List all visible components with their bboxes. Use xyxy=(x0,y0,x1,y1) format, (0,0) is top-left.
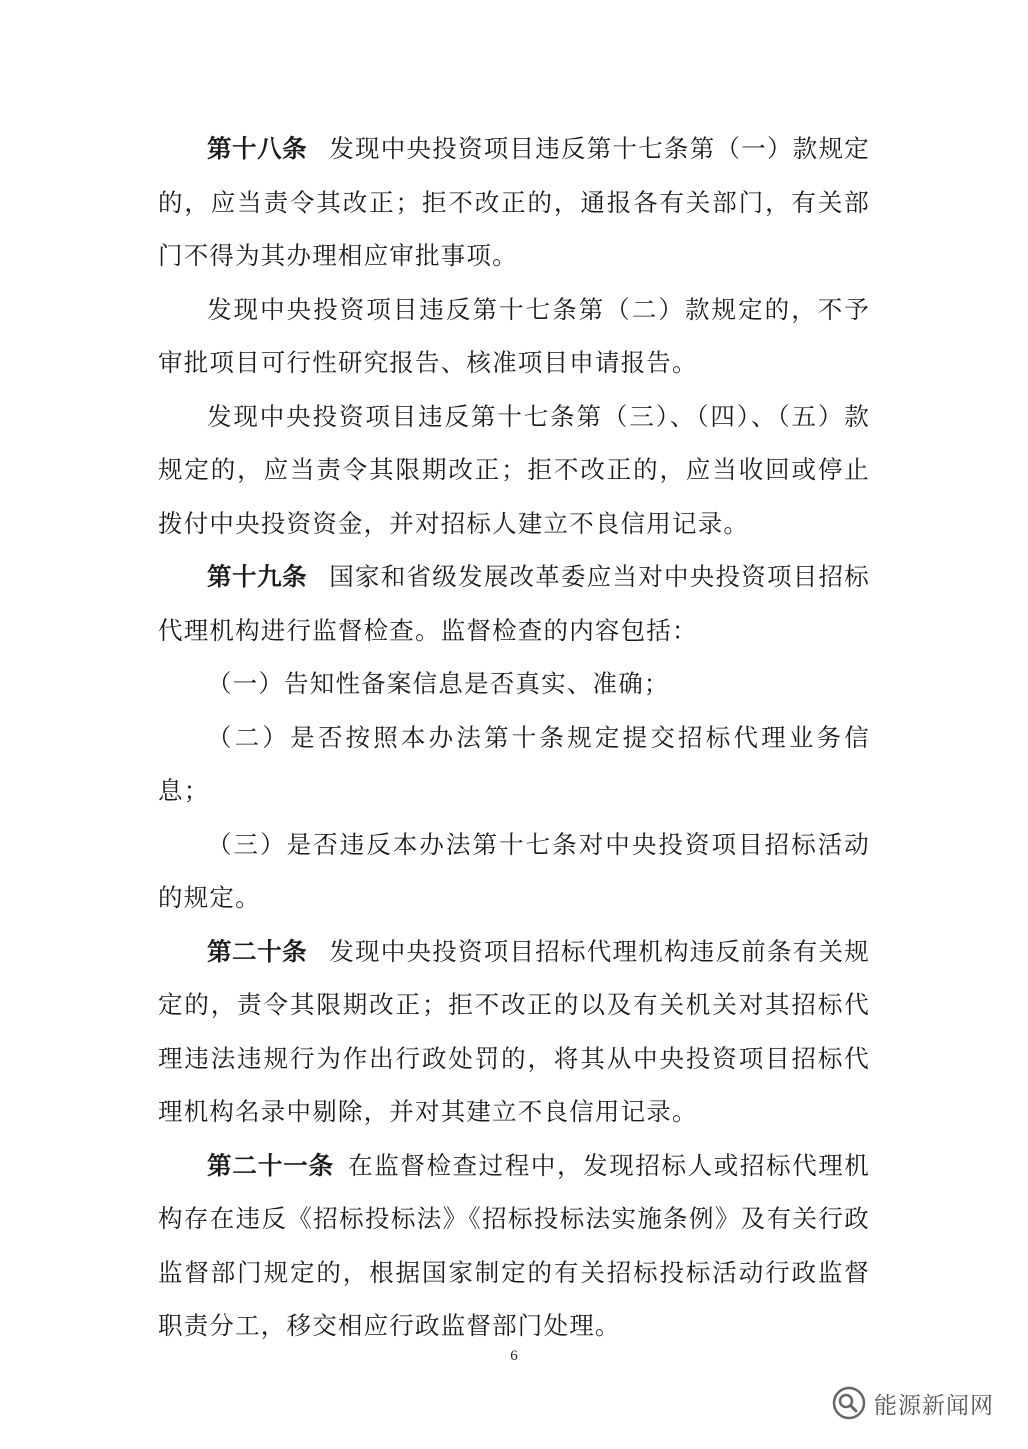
article-number: 第十九条 xyxy=(207,562,308,591)
paragraph-text: 国家和省级发展改革委应当对中央投资项目招标代理机构进行监督检查。监督检查的内容包括： xyxy=(158,562,870,645)
paragraph-article-19 xyxy=(158,550,870,657)
paragraph-text: （二）是否按照本办法第十条规定提交招标代理业务信息； xyxy=(158,722,870,805)
paragraph-text: 发现中央投资项目违反第十七条第（三）、（四）、（五）款规定的，应当责令其限期改正；拒不改正的，应当收回或停止拨付中央投资资金，并对招标人建立不良信用记录。 xyxy=(158,401,870,538)
list-item xyxy=(158,711,870,818)
paragraph-article-18 xyxy=(158,122,870,283)
watermark-text: 能源新闻网 xyxy=(874,1392,994,1419)
list-item xyxy=(158,818,870,925)
paragraph xyxy=(158,283,870,390)
article-number: 第二十一条 xyxy=(207,1150,335,1180)
paragraph-article-20 xyxy=(158,925,870,1139)
article-number: 第十八条 xyxy=(207,134,308,163)
watermark xyxy=(832,1386,994,1420)
wechat-search-icon xyxy=(832,1386,866,1420)
paragraph xyxy=(158,390,870,551)
page-number: 6 xyxy=(510,1348,518,1364)
article-number: 第二十条 xyxy=(207,936,308,966)
paragraph-article-21 xyxy=(158,1139,870,1353)
paragraph-text: （三）是否违反本办法第十七条对中央投资项目招标活动的规定。 xyxy=(158,829,870,912)
paragraph-text: 在监督检查过程中，发现招标人或招标代理机构存在违反《招标投标法》《招标投标法实施条例》及有关行政监督部门规定的，根据国家制定的有关招标投标活动行政监督职责分工，移交相应行政监督部门处理。 xyxy=(158,1150,871,1340)
paragraph-text: 发现中央投资项目违反第十七条第（一）款规定的，应当责令其改正；拒不改正的，通报各有关部门，有关部门不得为其办理相应审批事项。 xyxy=(158,134,870,270)
paragraph-text: 发现中央投资项目违反第十七条第（二）款规定的，不予审批项目可行性研究报告、核准项目申请报告。 xyxy=(158,294,870,377)
paragraph-text: 发现中央投资项目招标代理机构违反前条有关规定的，责令其限期改正；拒不改正的以及有关机关对其招标代理违法违规行为作出行政处罚的，将其从中央投资项目招标代理机构名录中剔除，并对其建立不良信用记录。 xyxy=(158,936,870,1126)
document-body xyxy=(158,122,870,1353)
list-item xyxy=(158,657,870,711)
paragraph-text: （一）告知性备案信息是否真实、准确； xyxy=(207,669,670,698)
